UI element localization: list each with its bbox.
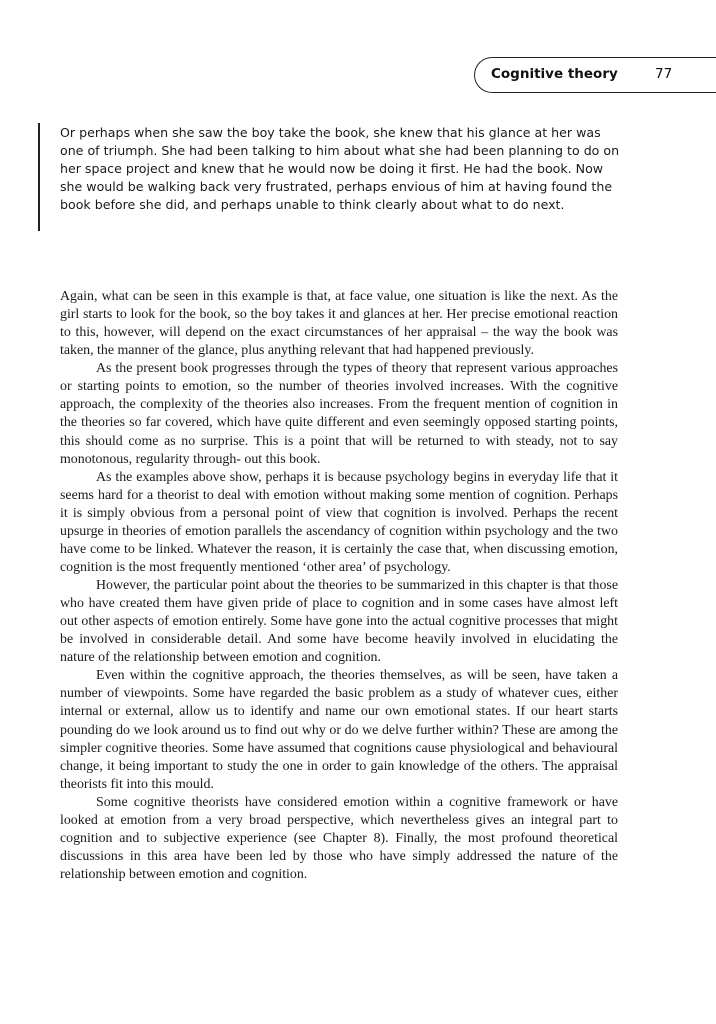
paragraph: However, the particular point about the theories to be summarized in this chapter is that those who have created them have given pride of place to cognition and in some cases have almost left out other aspects of emotion entirely. Some have gone into the actual cognitive processes that might be involved in considerable detail. And some have become heavily involved in elucidating the nature of the relationship between emotion and cognition. [60,578,618,666]
quote-rule [38,123,40,231]
paragraph: Again, what can be seen in this example is that, at face value, one situation is like the next. As the girl starts to look for the book, so the boy takes it and glances at her. Her precise emotional reaction to this, however, will depend on the exact circumstances of her appraisal – the way the book was taken, the manner of the glance, plus anything relevant that had happened previously. [60,289,618,359]
paragraph: As the examples above show, perhaps it is because psychology begins in everyday life that it seems hard for a theorist to deal with emotion without making some mention of cognition. Perhaps it is simply obvious from a personal point of view that cognition is involved. Perhaps the recent upsurge in theories of emotion parallels the ascendancy of cognition within psychology and the two have come to be linked. Whatever the reason, it is certainly the case that, when discussing emotion, cognition is the most frequently mentioned ‘other area’ of psychology. [60,469,618,575]
example-quote: Or perhaps when she saw the boy take the book, she knew that his glance at her was one of triumph. She had been talking to him about what she had been planning to do on her space project and knew that he would now be doing it first. He had the book. Now she would be walking back very frustrated, perhaps envious of him at having found the book before she did, and perhaps unable to think clearly about what to do next. [60,125,620,213]
page-number: 77 [655,66,673,82]
running-title: Cognitive theory [491,66,618,82]
running-header [474,57,716,91]
paragraph: As the present book progresses through the types of theory that represent various approaches or starting points to emotion, so the number of theories involved increases. With the cognitive approach, the complexity of the theories also increases. From the frequent mention of cognition in the theories so far covered, which have quite different and even seemingly opposed starting points, this should come as no surprise. This is a point that will be returned to with steady, not to say monotonous, regularity through- out this book. [60,361,618,467]
paragraph: Some cognitive theorists have considered emotion within a cognitive framework or have looked at emotion from a very broad perspective, which nevertheless gives an integral part to cognition and to subjective experience (see Chapter 8). Finally, the most profound theoretical discussions in this area have been led by those who have simply addressed the nature of the relationship between emotion and cognition. [60,794,618,882]
main-text [60,288,618,884]
paragraph: Even within the cognitive approach, the theories themselves, as will be seen, have taken a number of viewpoints. Some have regarded the basic problem as a study of whatever cues, either internal or external, allow us to identify and name our own emotional states. If our heart starts pounding do we look around us to find out why or do we delve further within? These are among the simpler cognitive theories. Some have assumed that cognitions cause physiological and behavioural change, it being important to study the one in order to gain knowledge of the others. The appraisal theorists fit into this mould. [60,668,618,792]
